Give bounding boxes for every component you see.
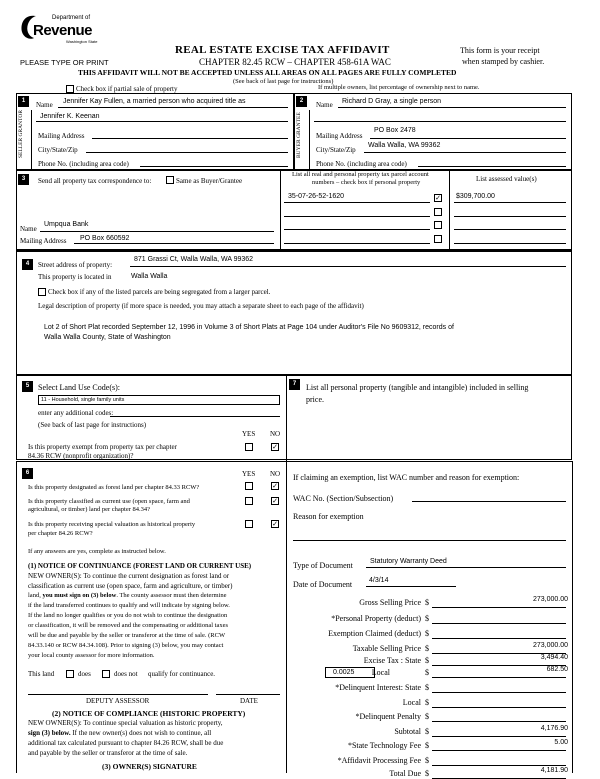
land-use-label: Select Land Use Code(s): <box>38 383 120 392</box>
dollar-sign: $ <box>425 598 429 607</box>
wac-input[interactable] <box>412 501 566 502</box>
corr-mailing[interactable]: PO Box 660592 <box>80 235 130 242</box>
section-2-badge: 2 <box>296 96 307 107</box>
dollar-sign: $ <box>425 698 429 707</box>
dollar-sign: $ <box>425 629 429 638</box>
buyer-mailing-label: Mailing Address <box>316 132 363 140</box>
personal-property-checkbox[interactable] <box>434 208 442 216</box>
local-rate: 0.0025 <box>333 669 355 676</box>
tax-row-label: Taxable Selling Price <box>352 644 421 653</box>
section-6-badge: 6 <box>22 468 33 479</box>
seller-mailing-label: Mailing Address <box>38 132 85 140</box>
owner-signature-title: (3) OWNER(S) SIGNATURE <box>102 762 197 771</box>
historic-question-2: per chapter 84.26 RCW? <box>28 530 93 537</box>
s6-no-header: NO <box>270 470 281 478</box>
located-label: This property is located in <box>38 273 112 281</box>
personal-property-checkbox[interactable] <box>434 235 442 243</box>
warning-line: THIS AFFIDAVIT WILL NOT BE ACCEPTED UNLESS ALL AREAS ON ALL PAGES ARE FULLY COMPLETED <box>78 68 457 77</box>
notice-continuance-title: (1) NOTICE OF CONTINUANCE (FOREST LAND OR CURRENT USE) <box>28 562 252 570</box>
multiple-owners-note: If multiple owners, list percentage of ownership next to name. <box>318 84 480 91</box>
does-checkbox[interactable] <box>66 670 74 678</box>
corr-mailing-label: Mailing Address <box>20 237 67 245</box>
tax-row-label: Subtotal <box>394 727 421 736</box>
buyer-city-label: City/State/Zip <box>316 146 356 154</box>
tax-row-label: Excise Tax : State <box>363 656 421 665</box>
tax-row-value[interactable]: 4,181.90 <box>540 767 568 774</box>
located-in[interactable]: Walla Walla <box>131 273 168 280</box>
land-use-code: 11 - Household, single family units <box>41 397 125 403</box>
qualify-label: qualify for continuance. <box>148 670 216 678</box>
tax-row-value[interactable]: 273,000.00 <box>532 596 568 603</box>
if-yes-note: If any answers are yes, complete as instructed below. <box>28 548 166 555</box>
tax-row-label: Local <box>371 668 390 677</box>
reason-label: Reason for exemption <box>293 512 364 521</box>
exempt-no-checkbox[interactable]: ✓ <box>272 443 278 451</box>
tax-row-label: *Delinquent Penalty <box>355 712 421 721</box>
additional-codes-label: enter any additional codes: <box>38 409 114 417</box>
local-rate-box[interactable] <box>325 667 375 678</box>
please-type: PLEASE TYPE OR PRINT <box>20 58 109 67</box>
s6-yes-header: YES <box>242 470 256 478</box>
seller-phone-label: Phone No. (including area code) <box>38 160 129 168</box>
date-label: DATE <box>240 697 258 705</box>
tax-row-label: *State Technology Fee <box>347 741 421 750</box>
correspondence-label: Send all property tax correspondence to: <box>38 177 152 185</box>
doc-date-label: Date of Document <box>293 580 353 589</box>
segregated-checkbox[interactable] <box>38 288 46 296</box>
dollar-sign: $ <box>425 712 429 721</box>
personal-property-checkbox[interactable] <box>434 221 442 229</box>
no-header: NO <box>270 430 281 438</box>
dollar-sign: $ <box>425 668 429 677</box>
partial-sale-checkbox[interactable] <box>66 85 74 93</box>
tax-row-value[interactable]: 5.00 <box>554 739 568 746</box>
legal-label: Legal description of property (if more space is needed, you may attach a separate sheet to each page of the affidavit) <box>38 302 364 310</box>
section-3-badge: 3 <box>18 174 29 185</box>
tax-row-label: *Personal Property (deduct) <box>331 614 421 623</box>
receipt-line2: when stamped by cashier. <box>462 57 545 66</box>
section-1-badge: 1 <box>18 96 29 107</box>
exempt-question-1: Is this property exempt from property tax per chapter <box>28 443 177 451</box>
exemption-claim-label: If claiming an exemption, list WAC number and reason for exemption: <box>293 473 520 482</box>
buyer-side-label: BUYER GRANTEE <box>296 112 302 158</box>
buyer-phone-label: Phone No. (including area code) <box>316 160 407 168</box>
tax-row-label: Exemption Claimed (deduct) <box>328 629 421 638</box>
corr-name-label: Name <box>20 225 37 233</box>
parcel-header-2: numbers – check box if personal property <box>312 179 421 186</box>
reason-input[interactable] <box>293 540 566 541</box>
does-label: does <box>78 670 91 678</box>
personal-property-line2: price. <box>306 395 324 404</box>
section-4-badge: 4 <box>22 259 33 270</box>
dollar-sign: $ <box>425 656 429 665</box>
dollar-sign: $ <box>425 727 429 736</box>
historic-yes-checkbox[interactable] <box>245 520 253 528</box>
current-use-question-1: Is this property classified as current use (open space, farm and <box>28 498 190 505</box>
tax-row-value[interactable]: 3,494.40 <box>540 654 568 661</box>
exempt-yes-checkbox[interactable] <box>245 443 253 451</box>
land-use-select[interactable] <box>38 395 280 405</box>
street-address[interactable]: 871 Grassi Ct, Walla Walla, WA 99362 <box>134 256 254 263</box>
chapter-line: CHAPTER 82.45 RCW – CHAPTER 458-61A WAC <box>199 57 391 67</box>
legal-line-1[interactable]: Lot 2 of Short Plat recorded September 12, 1996 in Volume 3 of Short Plats at Page 104 under Auditor's File No 9609312, records of <box>44 324 454 331</box>
buyer-mailing[interactable]: PO Box 2478 <box>374 127 416 134</box>
logo-state: Washington State <box>66 39 98 44</box>
seller-name[interactable]: Jennifer Kay Fullen, a married person who acquired title as <box>63 98 246 105</box>
corr-name[interactable]: Umpqua Bank <box>44 221 89 228</box>
wac-label: WAC No. (Section/Subsection) <box>293 494 394 503</box>
parcel-number[interactable]: 35-07-26-52-1620 <box>288 193 345 200</box>
tax-row-label: Gross Selling Price <box>359 598 421 607</box>
dollar-sign: $ <box>425 756 429 765</box>
doc-date[interactable]: 4/3/14 <box>369 577 389 584</box>
exempt-question-2: 84.36 RCW (nonprofit organization)? <box>28 452 134 460</box>
buyer-name[interactable]: Richard D Gray, a single person <box>342 98 442 105</box>
yes-header: YES <box>242 430 256 438</box>
does-not-checkbox[interactable] <box>102 670 110 678</box>
forest-no-checkbox[interactable]: ✓ <box>272 482 278 490</box>
dollar-sign: $ <box>425 769 429 778</box>
parcel-header-1: List all real and personal property tax parcel account <box>292 171 429 178</box>
street-label: Street address of property: <box>38 261 113 269</box>
current-use-yes-checkbox[interactable] <box>245 497 253 505</box>
logo-dept-text: Department of <box>52 15 91 21</box>
does-not-label: does not <box>114 670 138 678</box>
dollar-sign: $ <box>425 644 429 653</box>
tax-row-value[interactable]: 4,176.90 <box>540 725 568 732</box>
section-5-badge: 5 <box>22 381 33 392</box>
historic-no-checkbox[interactable]: ✓ <box>272 520 278 528</box>
current-use-no-checkbox[interactable]: ✓ <box>272 497 278 505</box>
forest-yes-checkbox[interactable] <box>245 482 253 490</box>
buyer-city[interactable]: Walla Walla, WA 99362 <box>368 142 441 149</box>
forest-question: Is this property designated as forest land per chapter 84.33 RCW? <box>28 484 200 491</box>
personal-property-line1: List all personal property (tangible and intangible) included in selling <box>306 383 529 392</box>
tax-row-label: Total Due <box>389 769 421 778</box>
tax-row-value[interactable]: 682.50 <box>546 666 568 673</box>
land-use-see-back: (See back of last page for instructions) <box>38 421 147 429</box>
deputy-assessor-label: DEPUTY ASSESSOR <box>86 697 150 705</box>
tax-row-label: *Affidavit Processing Fee <box>337 756 421 765</box>
seller-name-line2[interactable]: Jennifer K. Keenan <box>40 113 100 120</box>
same-as-buyer-checkbox[interactable] <box>166 176 174 184</box>
buyer-name-label: Name <box>316 101 333 109</box>
historic-question-1: Is this property receiving special valuation as historical property <box>28 521 196 528</box>
seller-side-label: SELLER GRANTOR <box>18 109 24 158</box>
page-title: REAL ESTATE EXCISE TAX AFFIDAVIT <box>175 44 390 56</box>
assessed-value[interactable]: $309,700.00 <box>456 193 495 200</box>
current-use-question-2: agricultural, or timber) land per chapter 84.34? <box>28 506 151 513</box>
partial-sale-label: Check box if partial sale of property <box>76 85 178 93</box>
segregated-label: Check box if any of the listed parcels are being segregated from a larger parcel. <box>48 288 271 296</box>
receipt-line1: This form is your receipt <box>460 46 540 55</box>
doc-type-label: Type of Document <box>293 561 353 570</box>
assessed-header: List assessed value(s) <box>476 175 537 183</box>
dollar-sign: $ <box>425 614 429 623</box>
dollar-sign: $ <box>425 683 429 692</box>
this-land-label: This land <box>28 670 55 678</box>
tax-row-value[interactable]: 273,000.00 <box>532 642 568 649</box>
personal-property-checkbox[interactable]: ✓ <box>435 194 441 202</box>
tax-row-label: *Delinquent Interest: State <box>335 683 421 692</box>
notice-compliance-title: (2) NOTICE OF COMPLIANCE (HISTORIC PROPERTY) <box>52 709 246 718</box>
logo-name: Revenue <box>33 22 93 39</box>
dollar-sign: $ <box>425 741 429 750</box>
tax-row-label: Local <box>402 698 421 707</box>
seller-name-label: Name <box>36 101 53 109</box>
doc-type[interactable]: Statutory Warranty Deed <box>370 558 447 565</box>
legal-line-2[interactable]: Walla Walla County, State of Washington <box>44 334 171 341</box>
section-7-badge: 7 <box>289 379 300 390</box>
seller-city-label: City/State/Zip <box>38 146 78 154</box>
same-as-buyer-label: Same as Buyer/Grantee <box>176 177 243 185</box>
see-back-note: (See back of last page for instructions) <box>233 78 334 85</box>
